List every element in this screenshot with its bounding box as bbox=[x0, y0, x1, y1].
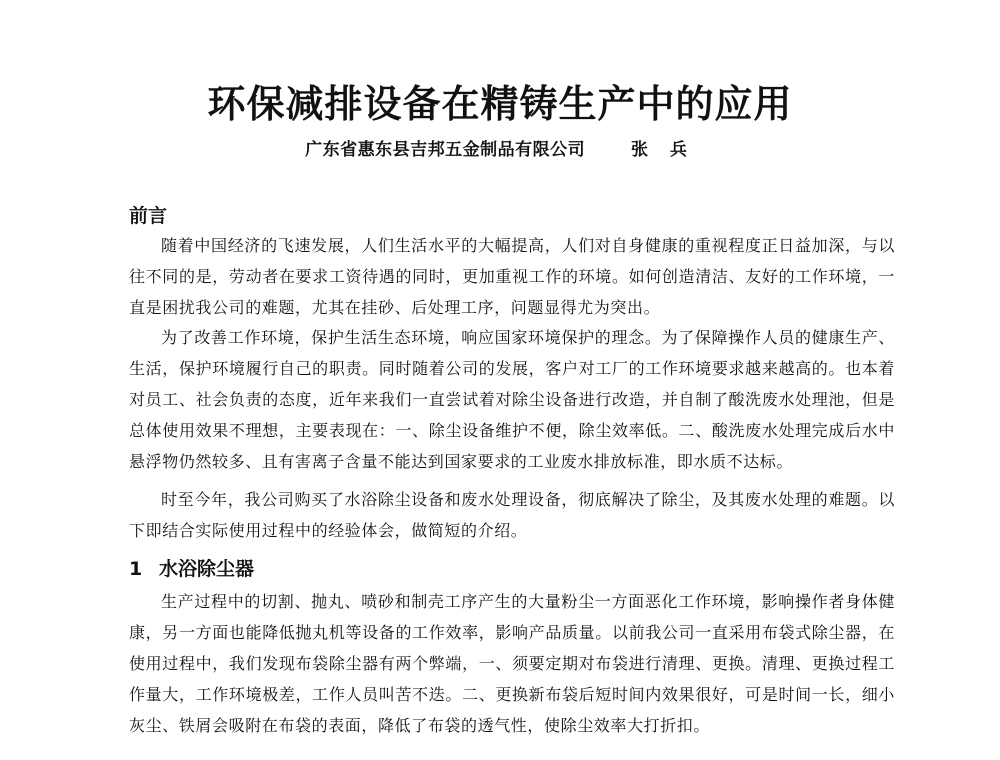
section-1-paragraph-1: 生产过程中的切割、抛丸、喷砂和制壳工序产生的大量粉尘一方面恶化工作环境，影响操作者身体健康，另一方面也能降低抛丸机等设备的工作效率，影响产品质量。以前我公司一直采用布袋式除尘器，在使用过程中，我们发现布袋除尘器有两个弊端，一、须要定期对布袋进行清理、更换。清理、更换过程工作量大，工作环境极差，工作人员叫苦不迭。二、更换新布袋后短时间内效果很好，可是时间一长，细小灰尘、铁屑会吸附在布袋的表面，降低了布袋的透气性，使除尘效率大打折扣。 bbox=[129, 592, 895, 735]
byline bbox=[0, 138, 1000, 162]
article-title: 环保减排设备在精铸生产中的应用 bbox=[207, 82, 793, 126]
preface-paragraph-2: 为了改善工作环境，保护生活生态环境，响应国家环境保护的理念。为了保障操作人员的健康生产、生活，保护环境履行自己的职责。同时随着公司的发展，客户对工厂的工作环境要求越来越高的。也本着对员工、社会负责的态度，近年来我们一直尝试着对除尘设备进行改造，并自制了酸洗废水处理池，但是总体使用效果不理想，主要表现在：一、除尘设备维护不便，除尘效率低。二、酸洗废水处理完成后水中悬浮物仍然较多、且有害离子含量不能达到国家要求的工业废水排放标准，即水质不达标。 bbox=[129, 328, 895, 471]
section-1-heading bbox=[129, 556, 254, 582]
preface-paragraph-3: 时至今年，我公司购买了水浴除尘设备和废水处理设备，彻底解决了除尘，及其废水处理的难题。以下即结合实际使用过程中的经验体会，做简短的介绍。 bbox=[129, 490, 895, 540]
preface-heading: 前言 bbox=[129, 205, 168, 227]
author-organization: 广东省惠东县吉邦五金制品有限公司 bbox=[305, 140, 586, 160]
section-1-number: 1 bbox=[129, 558, 143, 580]
section-1-title: 水浴除尘器 bbox=[159, 558, 255, 580]
preface-paragraph-1: 随着中国经济的飞速发展，人们生活水平的大幅提高，人们对自身健康的重视程度正日益加深，与以往不同的是，劳动者在要求工资待遇的同时，更加重视工作的环境。如何创造清洁、友好的工作环境，一直是困扰我公司的难题，尤其在挂砂、后处理工序，问题显得尤为突出。 bbox=[129, 236, 895, 317]
author-name: 张 兵 bbox=[631, 140, 695, 160]
